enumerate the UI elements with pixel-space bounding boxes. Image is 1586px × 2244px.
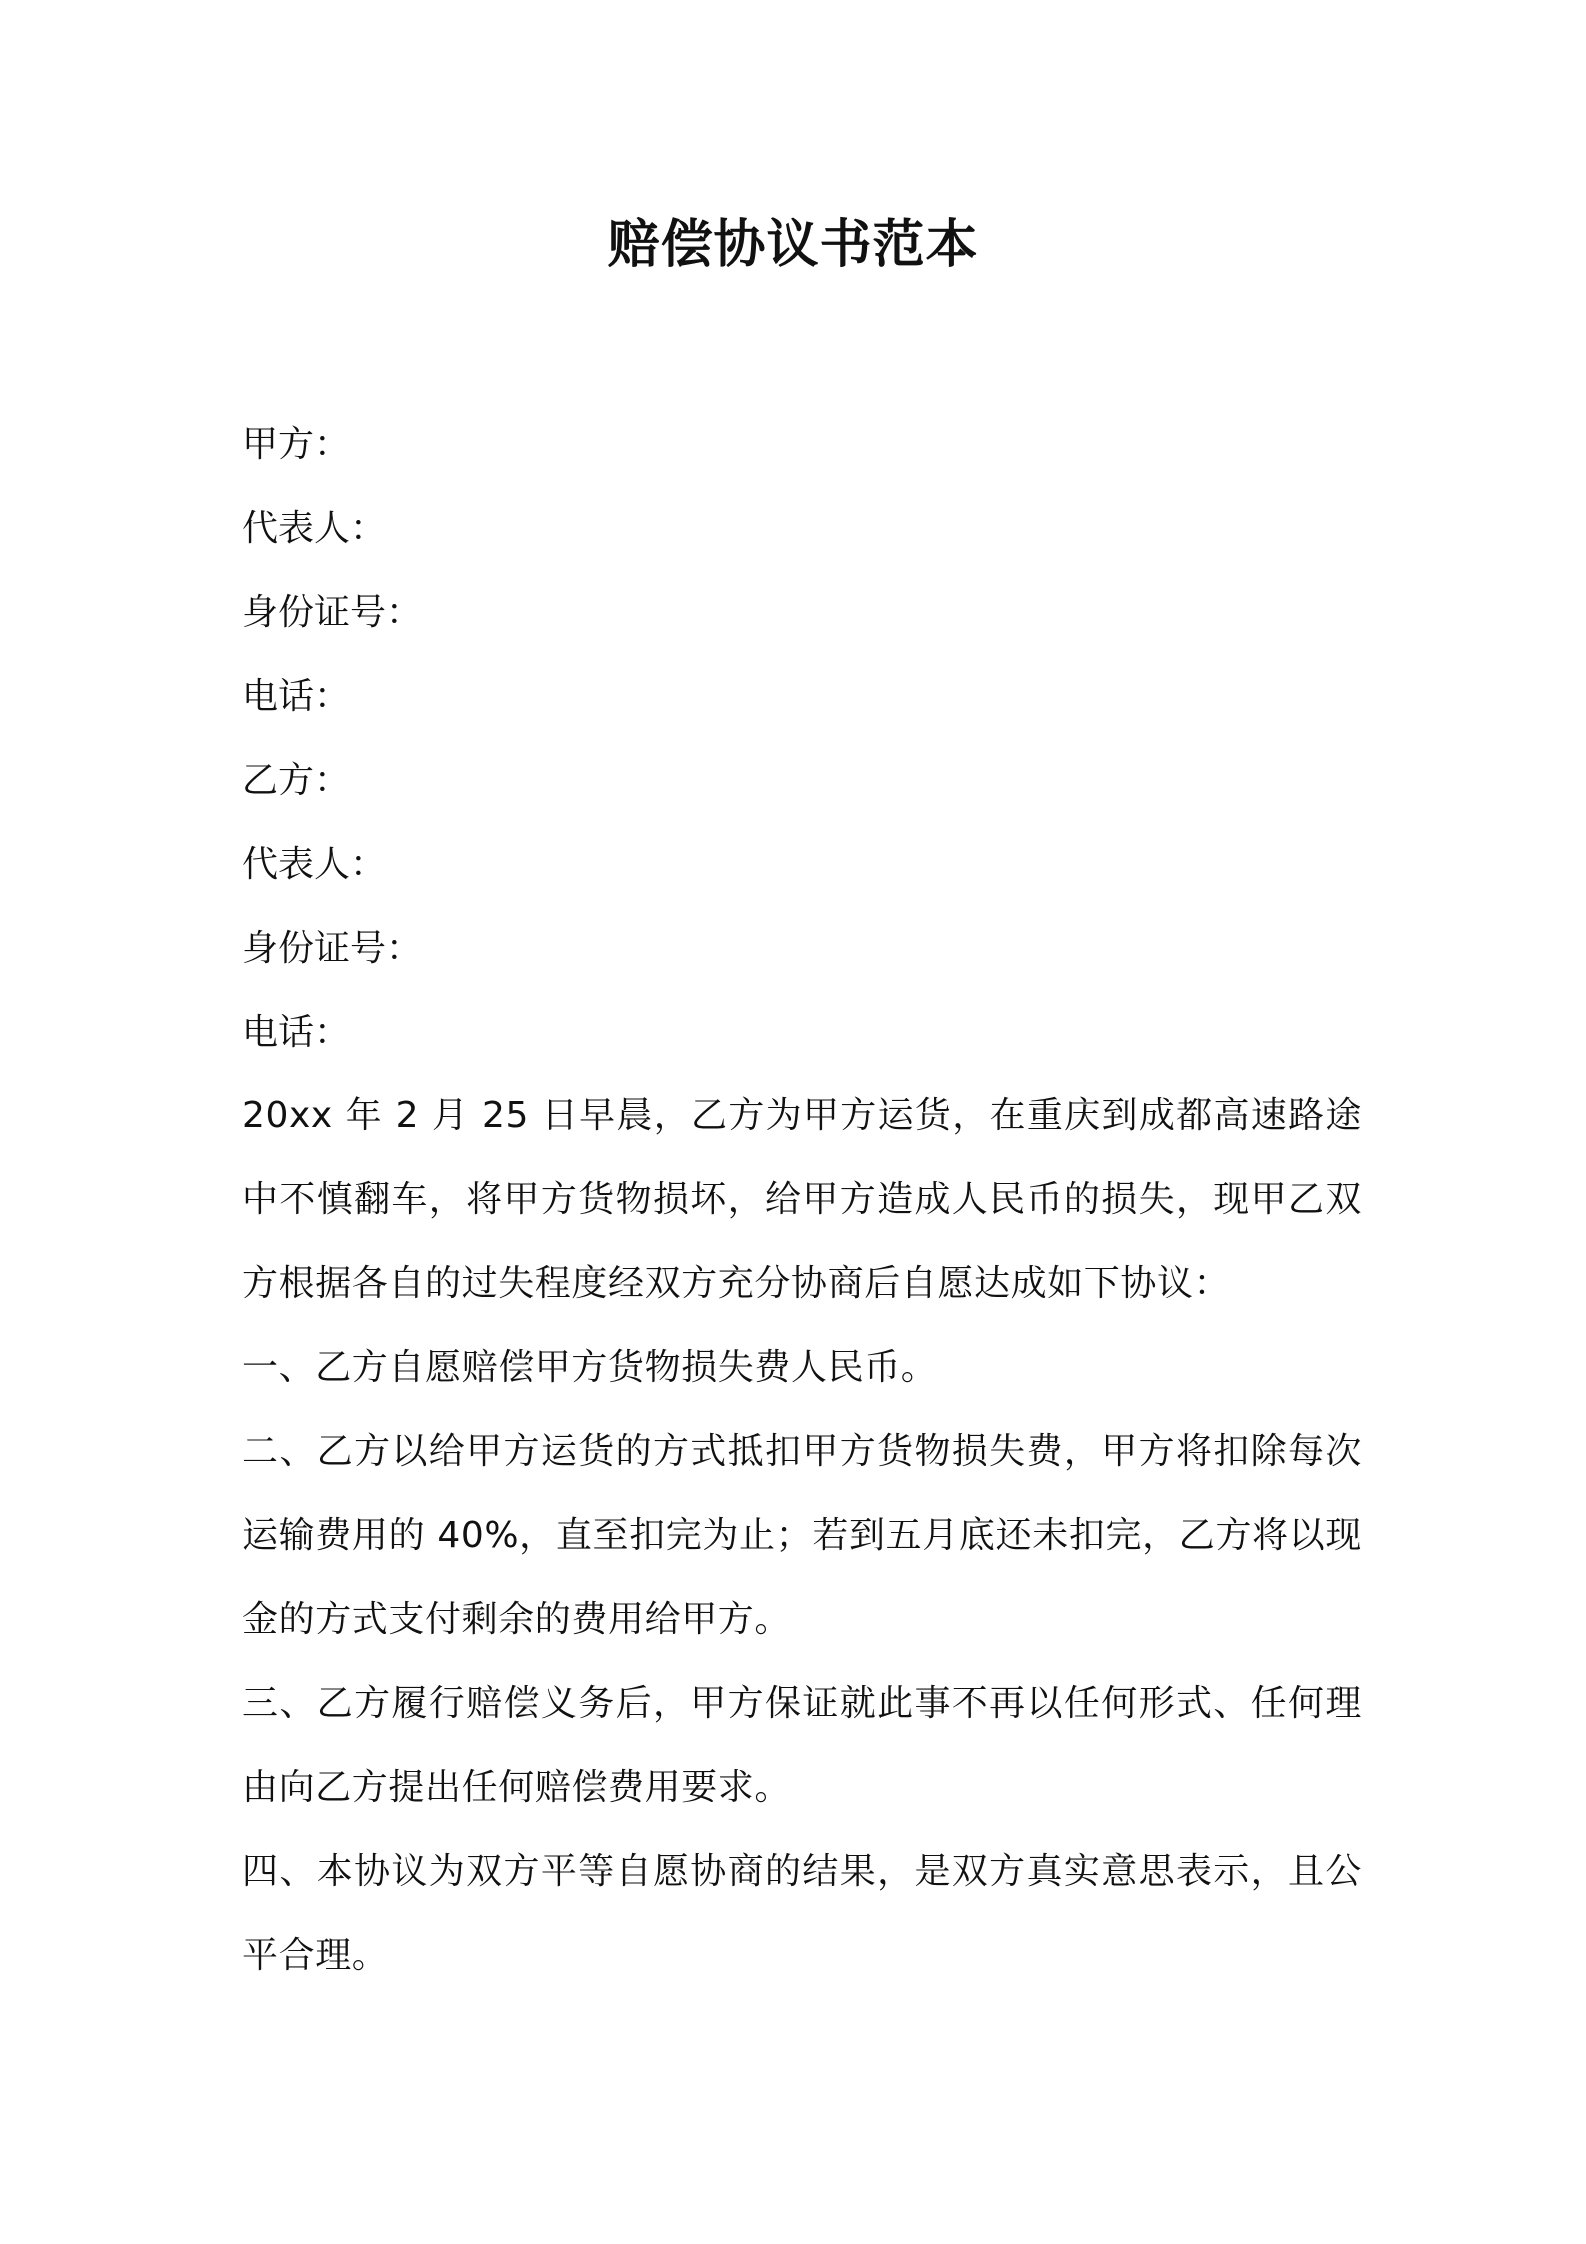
party-a-phone-label: 电话：	[242, 676, 351, 717]
clause-3: 三、乙方履行赔偿义务后，甲方保证就此事不再以任何形式、任何理由向乙方提出任何赔偿费用要求。	[242, 1683, 1362, 1808]
clause-1: 一、乙方自愿赔偿甲方货物损失费人民币。	[242, 1347, 938, 1388]
party-info-block	[242, 403, 1362, 1075]
party-a-id-number-label: 身份证号：	[242, 592, 423, 633]
incident-paragraph: 20xx 年 2 月 25 日早晨，乙方为甲方运货，在重庆到成都高速路途中不慎翻车，将甲方货物损坏，给甲方造成人民币的损失，现甲乙双方根据各自的过失程度经双方充分协商后自愿达成如下协议：	[242, 1095, 1362, 1304]
party-a-label: 甲方：	[242, 424, 351, 465]
clause-2: 二、乙方以给甲方运货的方式抵扣甲方货物损失费，甲方将扣除每次运输费用的 40%，直至扣完为止；若到五月底还未扣完，乙方将以现金的方式支付剩余的费用给甲方。	[242, 1431, 1362, 1640]
agreement-body	[242, 1074, 1362, 1998]
party-b-label: 乙方：	[242, 760, 351, 801]
document-title: 赔偿协议书范本	[607, 215, 979, 275]
party-a-representative-label: 代表人：	[242, 508, 387, 549]
clause-4: 四、本协议为双方平等自愿协商的结果，是双方真实意思表示，且公平合理。	[242, 1851, 1362, 1976]
party-b-phone-label: 电话：	[242, 1012, 351, 1053]
party-b-representative-label: 代表人：	[242, 844, 387, 885]
party-b-id-number-label: 身份证号：	[242, 928, 423, 969]
